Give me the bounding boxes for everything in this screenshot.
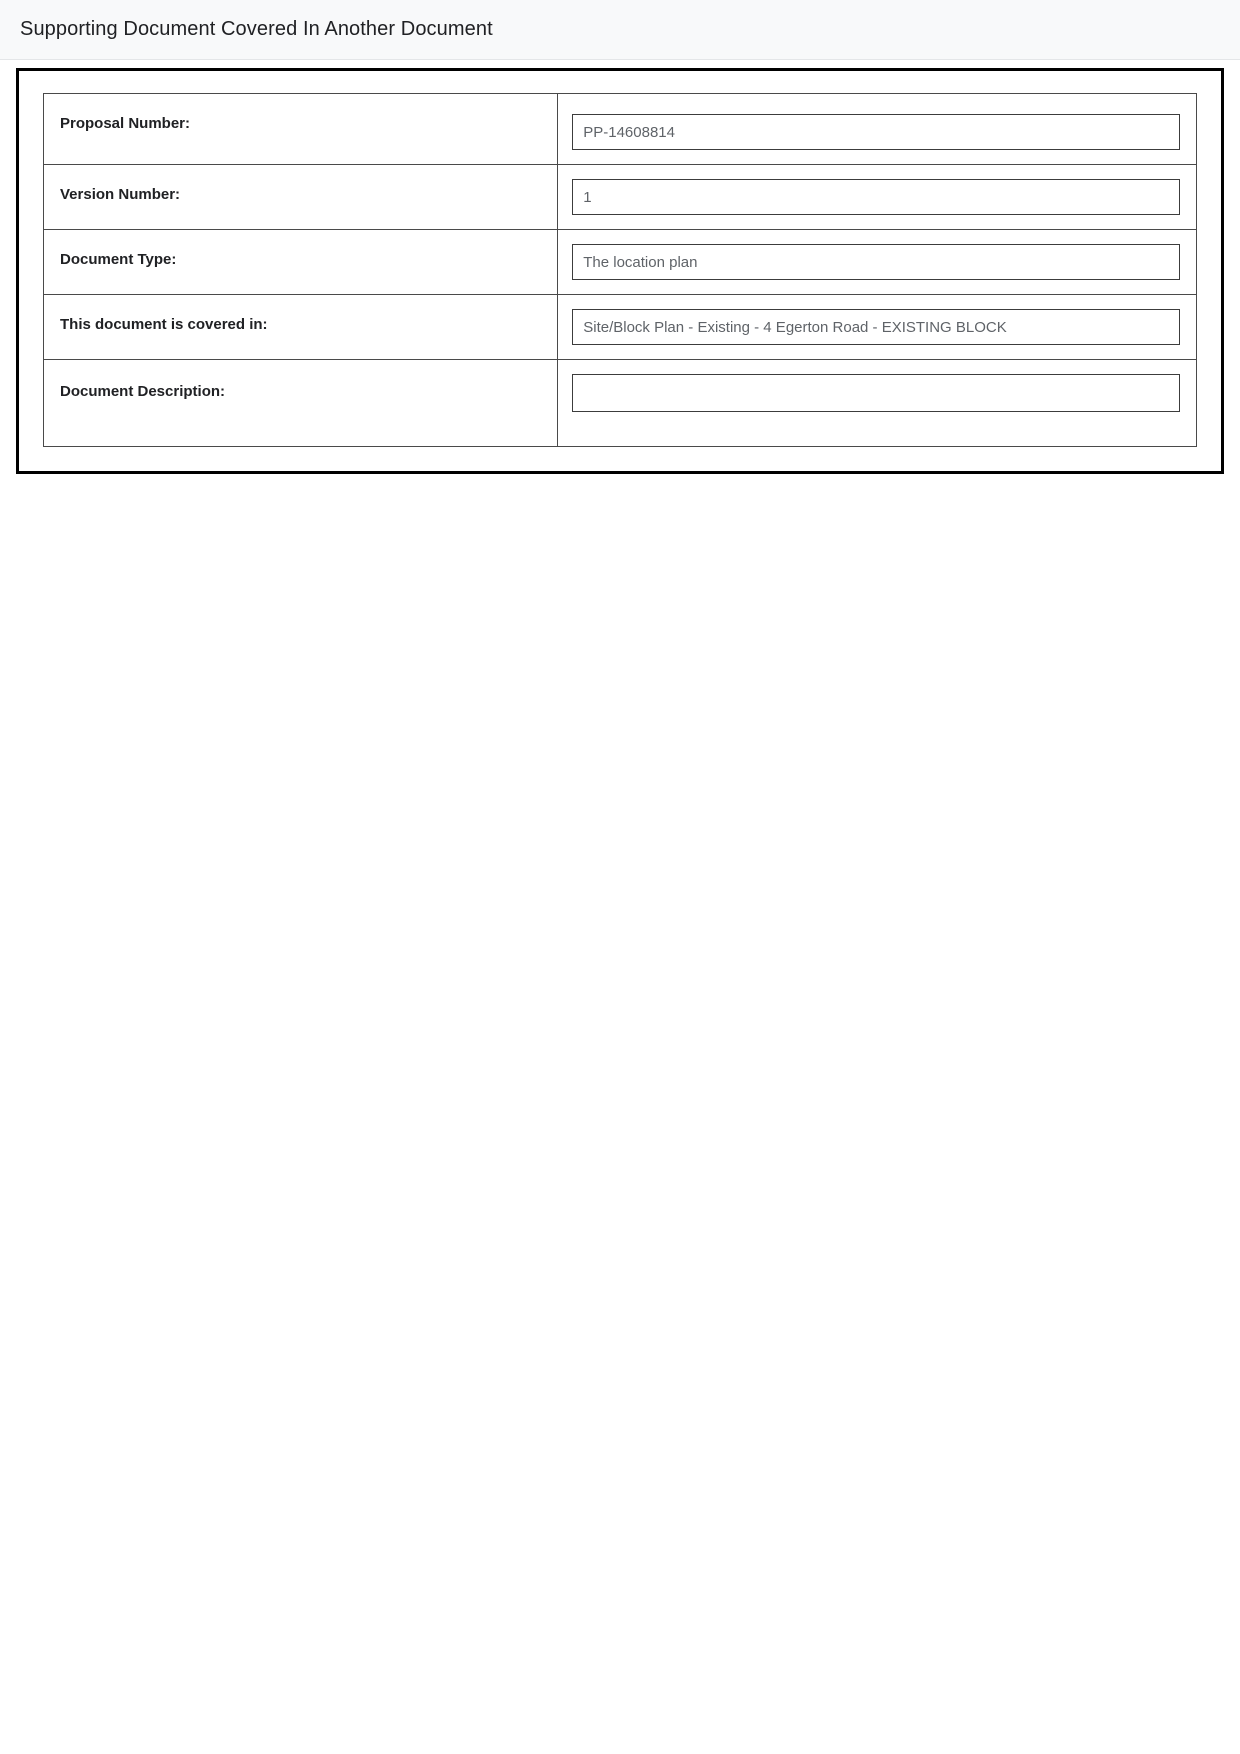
table-row: [44, 165, 1197, 230]
proposal-number-label-cell: [44, 94, 558, 165]
document-type-input[interactable]: The location plan: [572, 244, 1180, 280]
table-row: [44, 230, 1197, 295]
table-row: [44, 94, 1197, 165]
version-number-input[interactable]: 1: [572, 179, 1180, 215]
document-type-label-cell: [44, 230, 558, 295]
covered-in-label: This document is covered in:: [60, 316, 268, 333]
document-description-value-cell: [558, 360, 1197, 447]
covered-in-label-cell: [44, 295, 558, 360]
proposal-number-label: Proposal Number:: [60, 115, 191, 132]
version-number-value-cell: [558, 165, 1197, 230]
covered-in-value-cell: [558, 295, 1197, 360]
document-details-table: [43, 93, 1197, 447]
version-number-label: Version Number:: [60, 186, 181, 203]
proposal-number-value-cell: [558, 94, 1197, 165]
document-description-label: Document Description:: [60, 383, 226, 400]
proposal-number-input[interactable]: PP-14608814: [572, 114, 1180, 150]
page-title: Supporting Document Covered In Another Document: [20, 18, 493, 40]
supporting-document-form: [16, 68, 1224, 474]
document-type-label: Document Type:: [60, 251, 177, 268]
document-type-value-cell: [558, 230, 1197, 295]
document-description-input[interactable]: [572, 374, 1180, 412]
page-header: [0, 0, 1240, 60]
version-number-label-cell: [44, 165, 558, 230]
covered-in-input[interactable]: Site/Block Plan - Existing - 4 Egerton Road - EXISTING BLOCK: [572, 309, 1180, 345]
table-row: [44, 295, 1197, 360]
document-description-label-cell: [44, 360, 558, 447]
table-row: [44, 360, 1197, 447]
